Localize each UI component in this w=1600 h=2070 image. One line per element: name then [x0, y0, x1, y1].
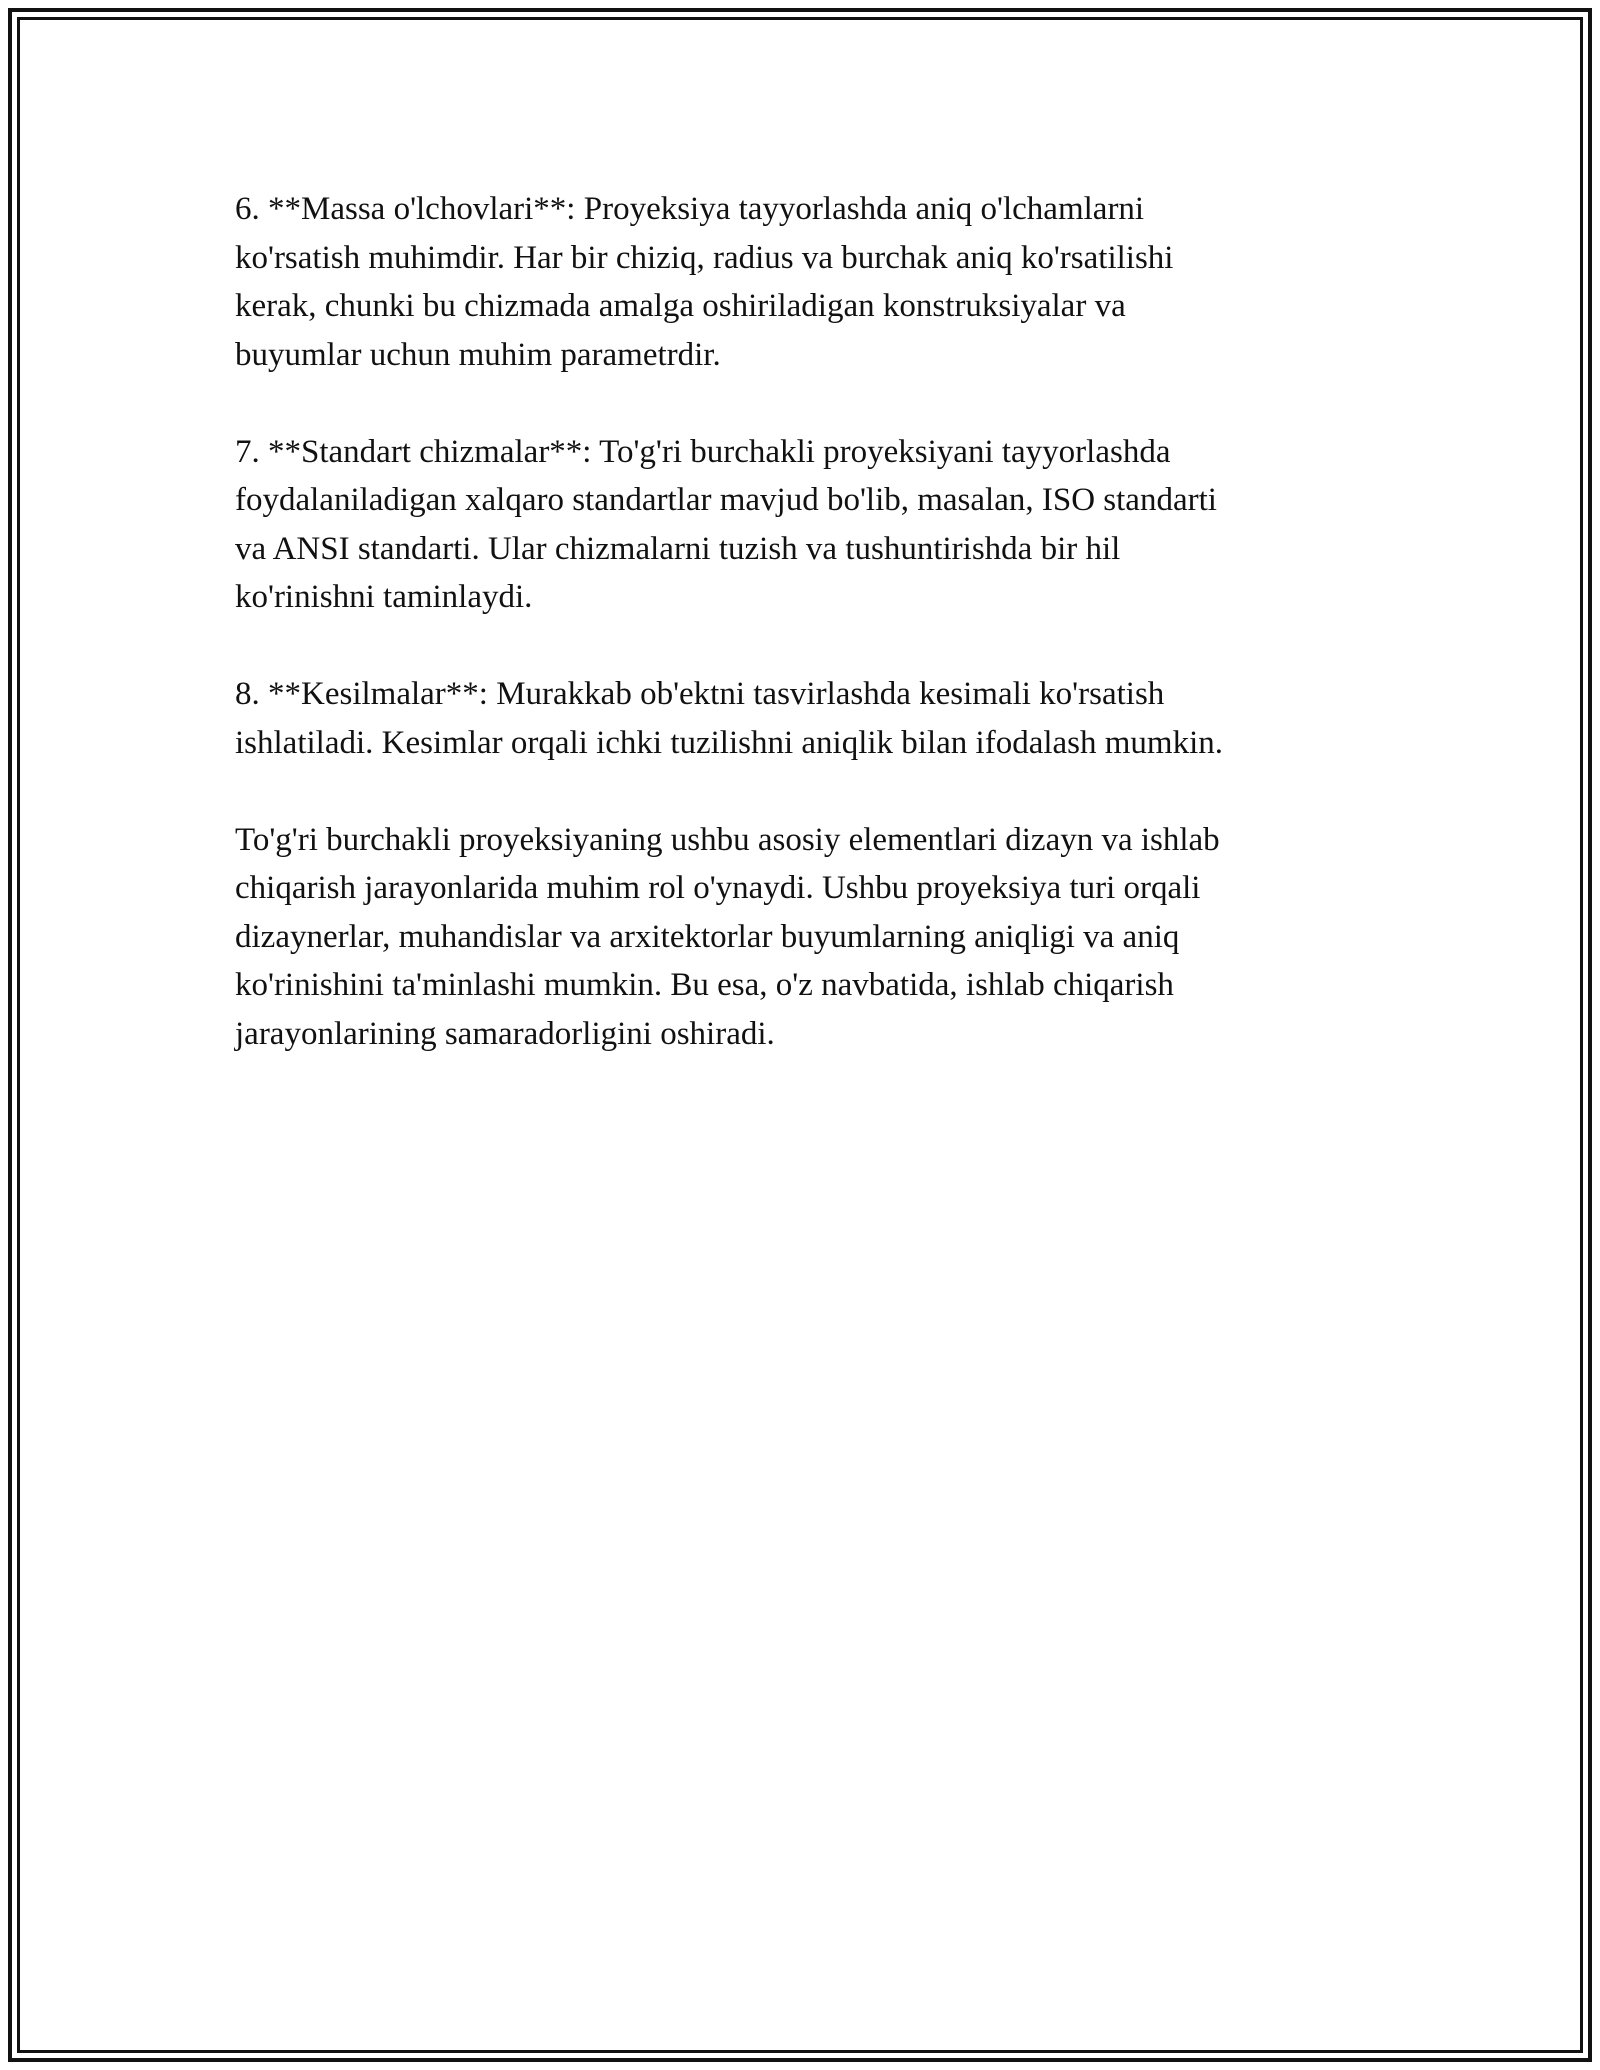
document-body: [235, 185, 1365, 1107]
paragraph-kesilmalar: 8. **Kesilmalar**: Murakkab ob'ektni tasvirlashda kesimali ko'rsatish ishlatiladi. Kesimlar orqali ichki tuzilishni aniqlik bilan ifodalash mumkin.: [235, 676, 1224, 761]
paragraph-massa-olchovlari: 6. **Massa o'lchovlari**: Proyeksiya tayyorlashda aniq o'lchamlarni ko'rsatish muhimdir. Har bir chiziq, radius va burchak aniq ko'rsatilishi kerak, chunki bu chizmada amalga oshiriladigan konstruksiyalar va buyumlar uchun muhim parametrdir.: [235, 191, 1174, 373]
paragraph-standart-chizmalar: 7. **Standart chizmalar**: To'g'ri burchakli proyeksiyani tayyorlashda foydalaniladigan xalqaro standartlar mavjud bo'lib, masalan, ISO standarti va ANSI standarti. Ular chizmalarni tuzish va tushuntirishda bir hil ko'rinishni taminlaydi.: [235, 433, 1217, 615]
paragraph-conclusion: To'g'ri burchakli proyeksiyaning ushbu asosiy elementlari dizayn va ishlab chiqarish jarayonlarida muhim rol o'ynaydi. Ushbu proyeksiya turi orqali dizaynerlar, muhandislar va arxitektorlar buyumlarning aniqligi va aniq ko'rinishini ta'minlashi mumkin. Bu esa, o'z navbatida, ishlab chiqarish jarayonlarining samaradorligini oshiradi.: [235, 821, 1220, 1052]
